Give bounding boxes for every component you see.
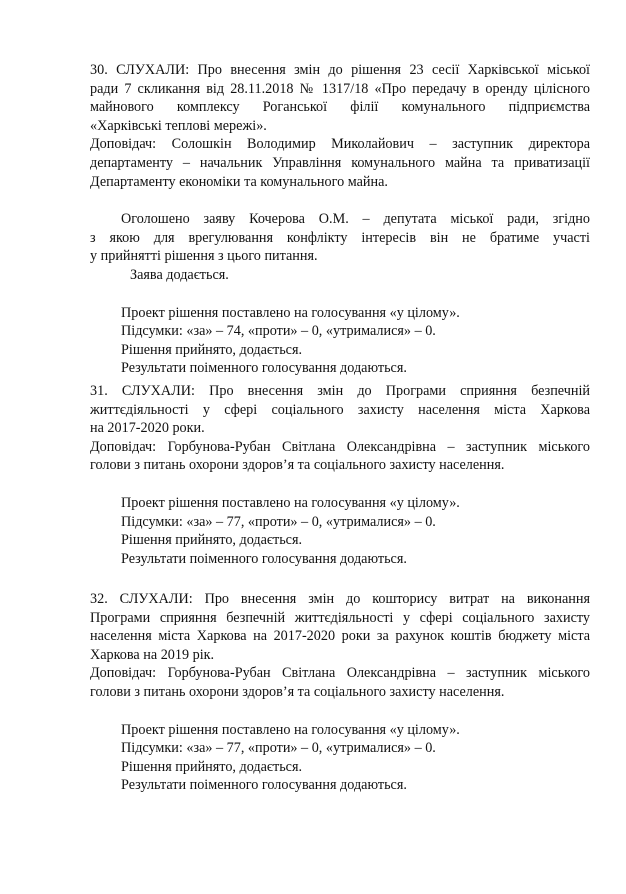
statement-line: з якою для врегулювання конфлікту інтересів він не братиме участі	[90, 229, 590, 246]
speaker-line: Доповідач: Горбунова-Рубан Світлана Олександрівна – заступник міського	[90, 438, 590, 455]
vote-line: Рішення прийнято, додається.	[121, 341, 303, 358]
speaker-line: Доповідач: Горбунова-Рубан Світлана Олександрівна – заступник міського	[90, 665, 590, 682]
heard-line: ради 7 скликання від 28.11.2018 № 1317/18 «Про передачу в оренду цілісного	[90, 80, 590, 97]
vote-line: Результати поіменного голосування додаються.	[121, 360, 407, 377]
heard-line: населення міста Харкова на 2017-2020 роки за рахунок коштів бюджету міста	[90, 628, 590, 645]
statement-line: Оголошено заяву Кочерова О.М. – депутата міської ради, згідно	[121, 211, 590, 228]
speaker-line: голови з питань охорони здоров’я та соціального захисту населення.	[90, 457, 505, 474]
vote-line: Рішення прийнято, додається.	[121, 532, 303, 549]
vote-line: Підсумки: «за» – 74, «проти» – 0, «утрималися» – 0.	[121, 323, 436, 340]
speaker-line: Доповідач: Солошкін Володимир Миколайович – заступник директора	[90, 136, 590, 153]
vote-line: Рішення прийнято, додається.	[121, 758, 303, 775]
heard-line: життєдіяльності у сфері соціального захисту населення міста Харкова	[90, 401, 590, 418]
heard-line: 31. СЛУХАЛИ: Про внесення змін до Програми сприяння безпечній	[90, 383, 590, 399]
vote-line: Підсумки: «за» – 77, «проти» – 0, «утрималися» – 0.	[121, 513, 436, 530]
vote-line: Результати поіменного голосування додаються.	[121, 550, 407, 567]
statement-line: у прийнятті рішення з цього питання.	[90, 248, 318, 265]
vote-line: Проект рішення поставлено на голосування «у цілому».	[121, 721, 460, 738]
heard-line: 30. СЛУХАЛИ: Про внесення змін до рішення 23 сесії Харківської міської	[90, 62, 590, 78]
speaker-line: департаменту – начальник Управління комунального майна та приватизації	[90, 154, 590, 171]
agenda-item-32	[90, 590, 590, 795]
heard-line: 32. СЛУХАЛИ: Про внесення змін до кошторису витрат на виконання	[90, 591, 590, 607]
speaker-line: голови з питань охорони здоров’я та соціального захисту населення.	[90, 683, 505, 700]
vote-line: Проект рішення поставлено на голосування «у цілому».	[121, 304, 460, 321]
heard-line: на 2017-2020 роки.	[90, 420, 205, 437]
vote-line: Результати поіменного голосування додаються.	[121, 777, 407, 794]
heard-line: майнового комплексу Роганської філії комунального підприємства	[90, 99, 590, 116]
heard-line: Програми сприяння безпечній життєдіяльності у сфері соціального захисту	[90, 609, 590, 626]
statement-attached: Заява додається.	[130, 266, 229, 283]
speaker-line: Департаменту економіки та комунального майна.	[90, 173, 388, 190]
vote-line: Підсумки: «за» – 77, «проти» – 0, «утрималися» – 0.	[121, 740, 436, 757]
agenda-item-31	[90, 382, 590, 568]
heard-line: Харкова на 2019 рік.	[90, 646, 215, 663]
vote-line: Проект рішення поставлено на голосування «у цілому».	[121, 494, 460, 511]
agenda-item-30	[90, 61, 590, 378]
heard-line: «Харківські теплові мережі».	[90, 117, 267, 134]
